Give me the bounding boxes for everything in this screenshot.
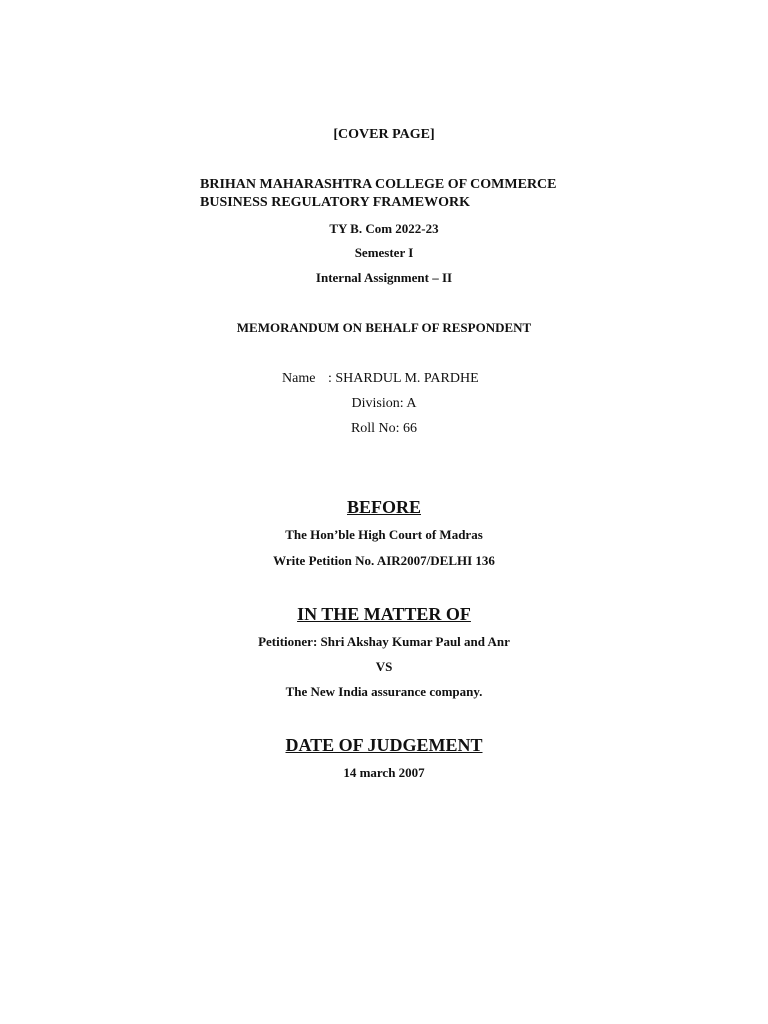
student-name-value: : SHARDUL M. PARDHE	[328, 371, 479, 386]
student-name-row	[282, 372, 479, 386]
petitioner: Petitioner: Shri Akshay Kumar Paul and Anr	[258, 634, 510, 649]
before-heading: BEFORE	[346, 497, 421, 517]
judgement-heading: DATE OF JUDGEMENT	[285, 735, 483, 755]
respondent: The New India assurance company.	[285, 684, 483, 699]
judgement-date: 14 march 2007	[343, 765, 425, 780]
semester: Semester I	[354, 245, 414, 260]
versus: VS	[375, 659, 393, 674]
memorandum-title: MEMORANDUM ON BEHALF OF RESPONDENT	[236, 320, 532, 335]
class-year: TY B. Com 2022-23	[329, 221, 439, 236]
student-division: Division: A	[351, 396, 417, 411]
matter-heading: IN THE MATTER OF	[297, 604, 471, 624]
student-name-label: Name	[282, 371, 316, 386]
subject-name: BUSINESS REGULATORY FRAMEWORK	[200, 195, 470, 210]
petition-number: Write Petition No. AIR2007/DELHI 136	[273, 553, 495, 568]
cover-page-label: [COVER PAGE]	[333, 127, 435, 142]
student-roll: Roll No: 66	[350, 421, 418, 436]
assignment-title: Internal Assignment – II	[315, 270, 453, 285]
court-name: The Hon’ble High Court of Madras	[285, 527, 483, 542]
college-name: BRIHAN MAHARASHTRA COLLEGE OF COMMERCE	[200, 177, 557, 192]
